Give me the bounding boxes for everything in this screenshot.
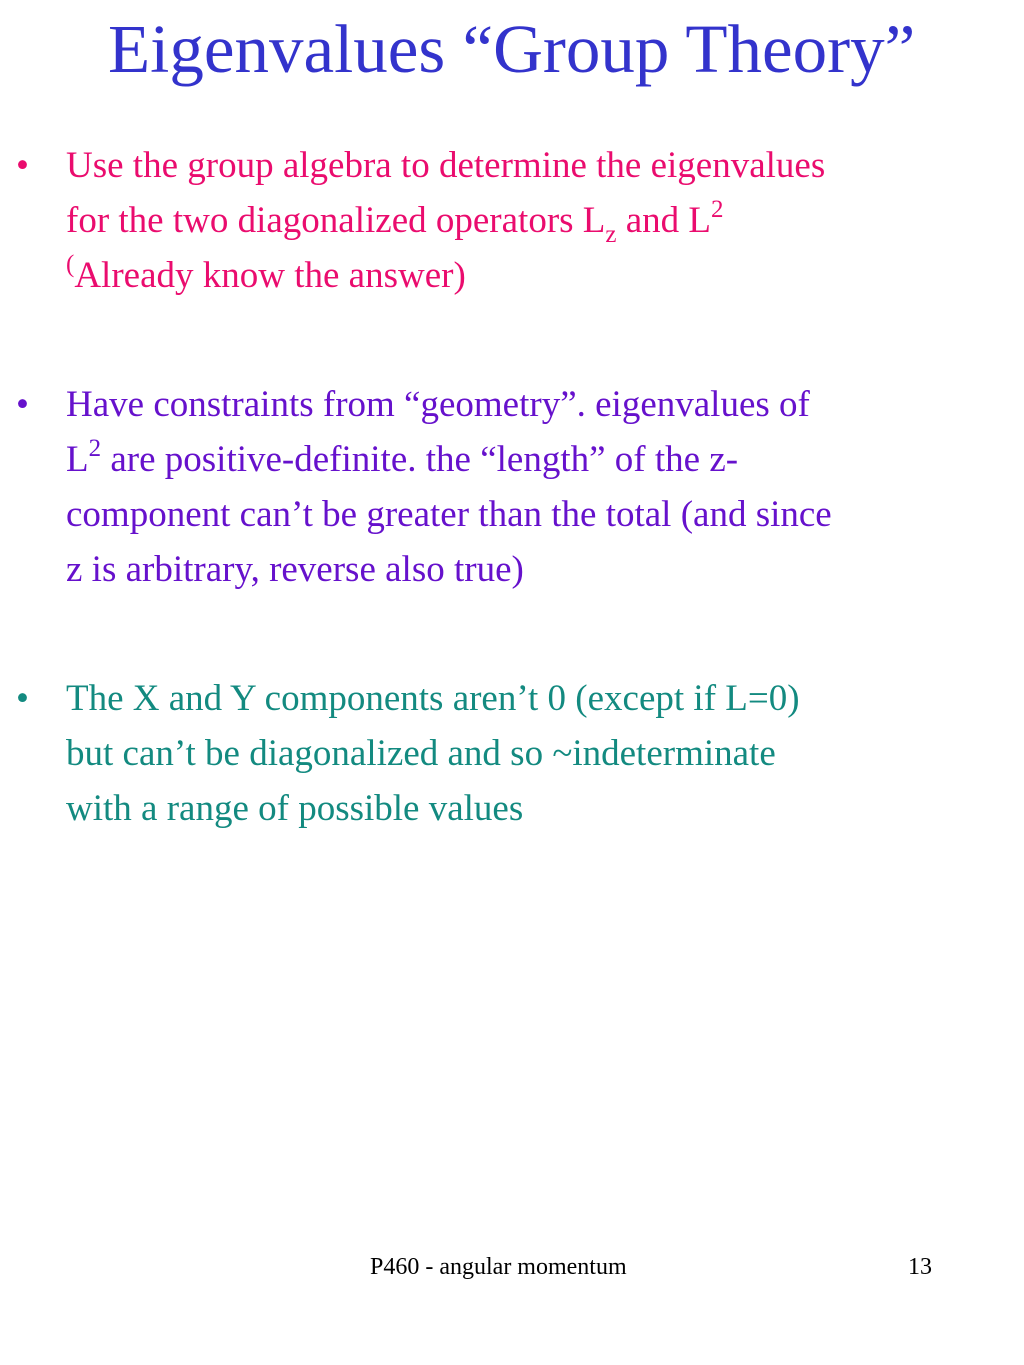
subscript-z: z: [605, 221, 617, 248]
bullet-3-line-2: but can’t be diagonalized and so ~indeterminate: [66, 733, 776, 774]
bullet-1-line-2: [66, 193, 1014, 248]
bullet-2-line-2-text: are positive-definite. the “length” of the z-: [101, 439, 739, 480]
superscript-paren: (: [66, 251, 75, 278]
bullet-3-line-3: with a range of possible values: [66, 788, 524, 829]
bullet-group-algebra: [0, 138, 1024, 303]
bullet-1-line-2-and: and L: [616, 200, 712, 241]
bullet-marker: •: [16, 145, 29, 186]
bullet-2-line-2: [66, 432, 1014, 487]
bullet-3-line-1: The X and Y components aren’t 0 (except if L=0): [66, 678, 800, 719]
slide-title: Eigenvalues “Group Theory”: [108, 11, 916, 87]
bullet-xy-components: [0, 671, 1024, 836]
bullet-2-line-4: z is arbitrary, reverse also true): [66, 549, 524, 590]
footer-page-number: 13: [908, 1254, 932, 1280]
superscript-2: 2: [711, 196, 724, 223]
bullet-marker: •: [16, 678, 29, 719]
superscript-2: 2: [88, 435, 102, 462]
bullet-geometry-constraints: [0, 377, 1024, 597]
bullet-2-line-3: component can’t be greater than the total (and since: [66, 494, 832, 535]
bullet-1-line-2-text: for the two diagonalized operators L: [66, 200, 606, 241]
bullet-1-line-3: [66, 248, 1014, 303]
bullet-1-line-3-text: Already know the answer): [74, 255, 466, 296]
bullet-marker: •: [16, 384, 29, 425]
bullet-2-line-2-L: L: [66, 439, 89, 480]
bullet-list: [0, 138, 1024, 836]
bullet-1-line-1: Use the group algebra to determine the eigenvalues: [66, 145, 826, 186]
footer-course-label: P460 - angular momentum: [370, 1254, 627, 1280]
bullet-2-line-1: Have constraints from “geometry”. eigenvalues of: [66, 384, 810, 425]
